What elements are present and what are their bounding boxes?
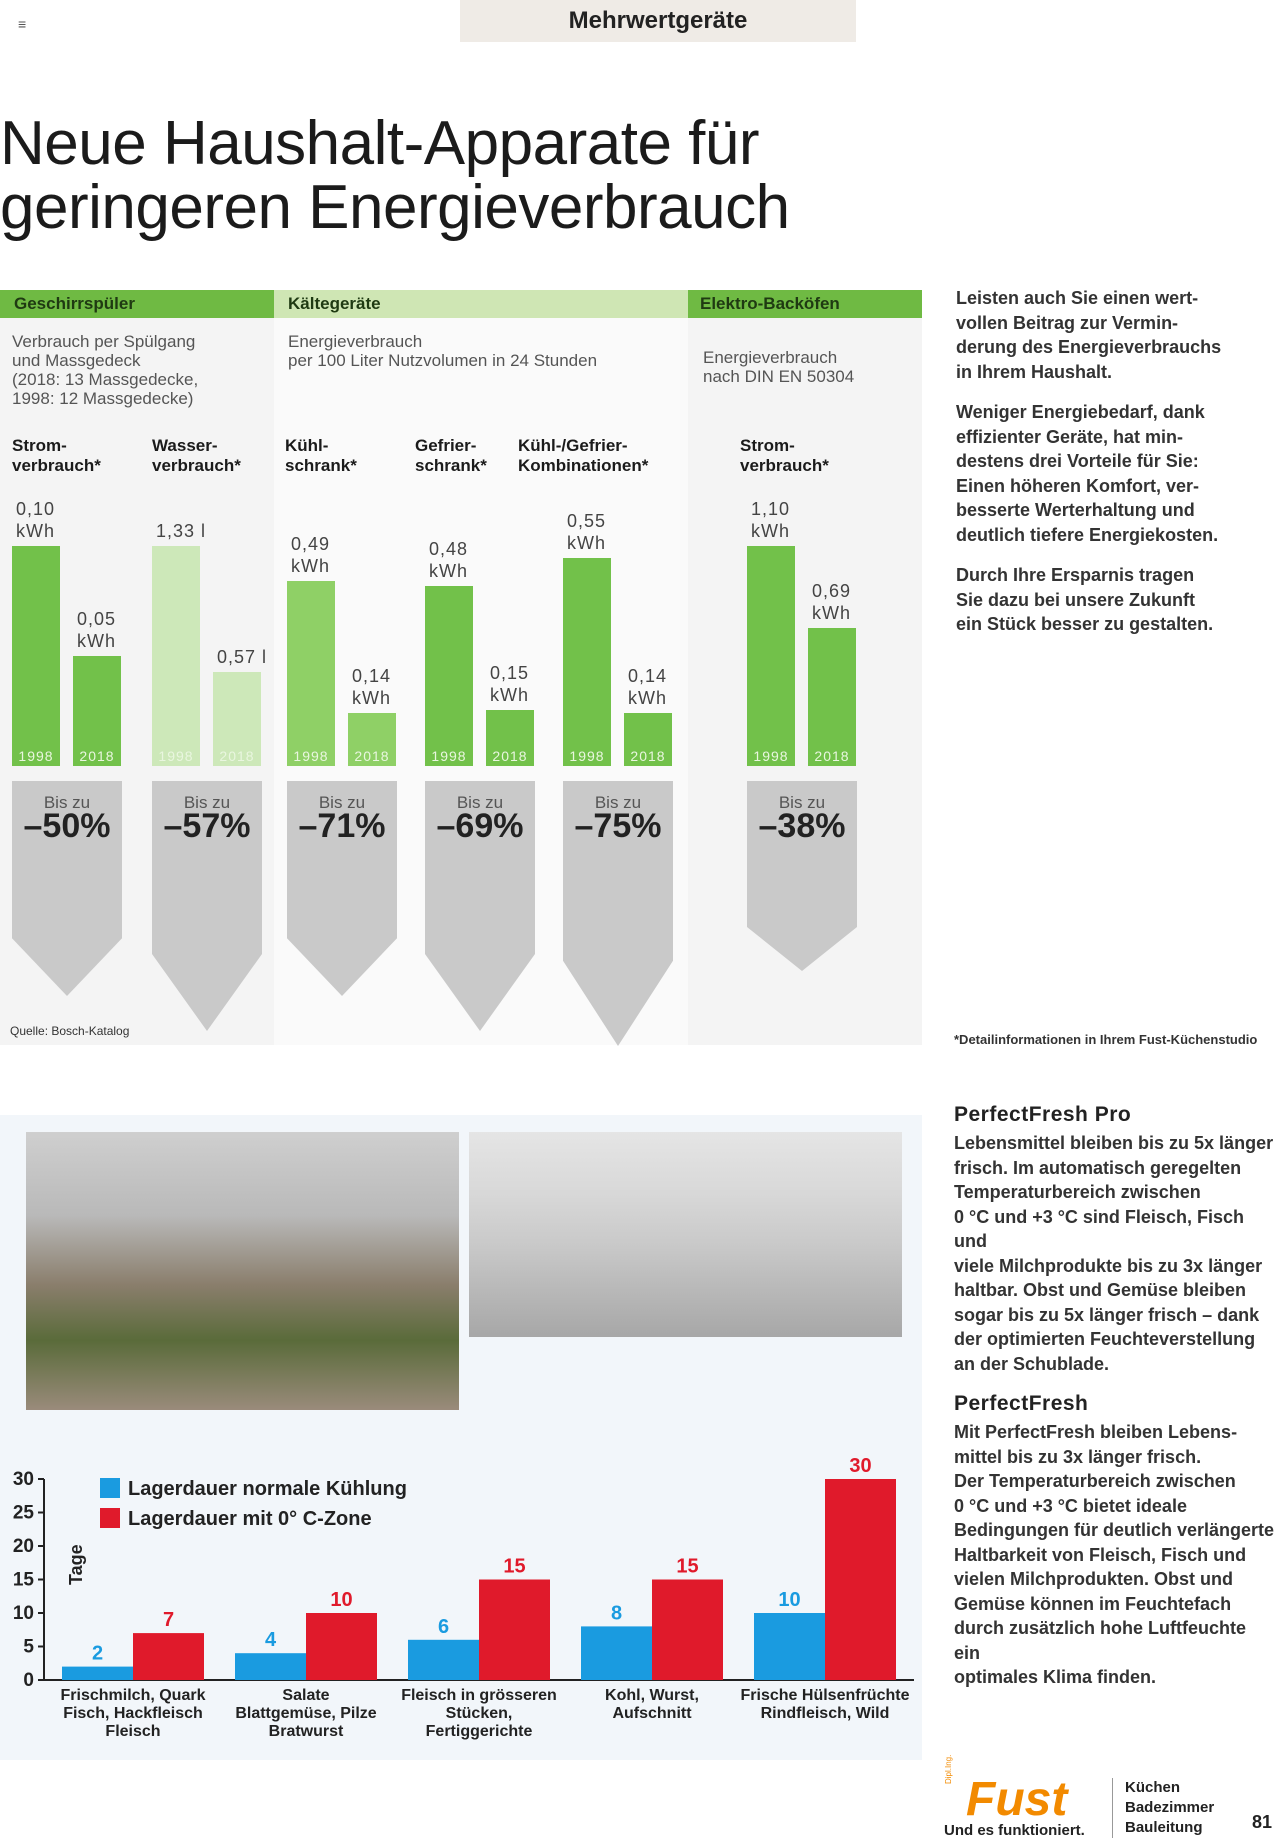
reduction-percent: –71% (298, 807, 386, 845)
cool-desc-1: Energieverbrauch (288, 332, 423, 351)
y-tick-label: 25 (12, 1502, 34, 1524)
logo-slogan: Und es funktioniert. (944, 1822, 1085, 1839)
pf-lines-line: vielen Milchprodukten. Obst und (954, 1569, 1234, 1589)
pro-lines-line: Lebensmittel bleiben bis zu 5x länger (954, 1133, 1274, 1153)
dish-description (12, 332, 262, 408)
bar-value-label: 30 (849, 1455, 872, 1477)
pro-lines-line: 0 °C und +3 °C sind Fleisch, Fisch und (954, 1206, 1244, 1251)
perfectfresh-text (954, 1103, 1276, 1690)
y-axis-label: Tage (66, 1544, 86, 1585)
year-label: 2018 (492, 748, 528, 764)
group-label (518, 436, 648, 476)
bar-1998 (563, 558, 611, 766)
legend-label: Lagerdauer mit 0° C-Zone (128, 1508, 372, 1530)
chart-bar (306, 1613, 377, 1680)
reduction-percent: –38% (758, 807, 846, 845)
value-2018: 0,14 kWh (352, 666, 392, 708)
category-label: Blattgemüse, Pilze (235, 1705, 377, 1722)
chart-bar (133, 1633, 204, 1680)
cool-desc-2: per 100 Liter Nutzvolumen in 24 Stunden (288, 351, 598, 370)
y-tick-label: 15 (12, 1569, 34, 1591)
value-2018: 0,57 l (217, 647, 268, 667)
bis-zu: Bis zu (43, 793, 91, 812)
side-paragraph-1 (956, 286, 1276, 384)
bar-2018 (213, 672, 261, 766)
bar-1998 (12, 546, 60, 766)
year-label: 2018 (354, 748, 390, 764)
pf-lines-line: durch zusätzlich hohe Luftfeuchte ein (954, 1618, 1247, 1663)
value-2018: 0,05 kWh (77, 609, 117, 651)
dish-desc-1: Verbrauch per Spülgang (12, 332, 196, 351)
pro-lines-line: an der Schublade. (954, 1353, 1110, 1374)
footnote: *Detailinformationen in Ihrem Fust-Küchenstudio (954, 1032, 1258, 1047)
header-cool: Kältegeräte (274, 290, 688, 318)
side-p1-line: Leisten auch Sie einen wert- (956, 288, 1199, 308)
oven-description (703, 348, 913, 386)
group-label-line: Wasser- (152, 436, 218, 455)
group-label-line: Kühl- (285, 436, 329, 455)
value-1998: 0,55 kWh (567, 511, 607, 553)
reduction-arrow (747, 781, 857, 971)
group-label-line: verbrauch* (152, 456, 241, 475)
service-kitchen: Küchen (1125, 1779, 1181, 1796)
bar-1998 (747, 546, 795, 766)
category-label: Fertiggerichte (425, 1723, 533, 1740)
chart-bar (652, 1580, 723, 1681)
value-2018: 0,69 kWh (812, 581, 852, 623)
service-bath: Badezimmer (1125, 1799, 1215, 1816)
pf-lines-line: Der Temperaturbereich zwischen (954, 1471, 1236, 1491)
bar-value-label: 7 (162, 1609, 175, 1632)
bar-value-label: 4 (264, 1629, 277, 1652)
chart-bar (235, 1653, 306, 1680)
group-label (740, 436, 829, 476)
year-label: 2018 (79, 748, 115, 764)
side-paragraph-3 (956, 563, 1276, 637)
dish-desc-2: und Massgedeck (12, 351, 141, 370)
dish-desc-3: (2018: 13 Massgedecke, (12, 370, 199, 389)
side-p1-line: in Ihrem Haushalt. (956, 361, 1113, 382)
bar-value-label: 15 (503, 1555, 526, 1578)
year-label: 2018 (814, 748, 850, 764)
bar-2018 (808, 628, 856, 766)
bar-value-label: 10 (778, 1589, 801, 1611)
group-label-line: Strom- (740, 436, 795, 455)
pf-lines-line: 0 °C und +3 °C bietet ideale (954, 1495, 1187, 1516)
year-label: 1998 (158, 748, 194, 764)
cool-description (288, 332, 678, 370)
side-p2-line: Weniger Energiebedarf, dank (956, 402, 1205, 422)
bar-1998 (425, 586, 473, 766)
category-label: Stücken, (445, 1705, 513, 1722)
group-label (285, 436, 357, 476)
group-label-line: Strom- (12, 436, 67, 455)
pro-lines-line: Temperaturbereich zwischen (954, 1182, 1201, 1202)
fust-logo[interactable] (944, 1754, 1114, 1839)
pf-lines-line: optimales Klima finden. (954, 1667, 1157, 1687)
category-label: Frische Hülsenfrüchte (740, 1687, 910, 1704)
legend-swatch (100, 1478, 120, 1498)
reduction-arrow (12, 781, 122, 996)
pro-description (954, 1131, 1276, 1376)
value-2018: 0,15 kWh (490, 663, 530, 705)
side-p1-line: derung des Energieverbrauchs (956, 337, 1222, 357)
fridge-photo-2 (469, 1132, 902, 1337)
legend-swatch (100, 1508, 120, 1528)
pf-title: PerfectFresh (954, 1392, 1089, 1415)
bis-zu: Bis zu (778, 793, 826, 812)
value-1998: 0,49 kWh (291, 534, 331, 576)
bar-2018 (624, 713, 672, 766)
storage-chart (0, 1410, 922, 1750)
chart-bar (581, 1626, 652, 1680)
category-label: Bratwurst (268, 1723, 344, 1740)
bar-2018 (486, 710, 534, 766)
y-tick-label: 0 (23, 1670, 34, 1691)
pf-lines-line: Haltbarkeit von Fleisch, Fisch und (954, 1544, 1247, 1565)
side-p3-line: ein Stück besser zu gestalten. (956, 614, 1214, 634)
pf-lines-line: Gemüse können im Feuchtefach (954, 1593, 1232, 1614)
dish-desc-4: 1998: 12 Massgedecke) (12, 389, 194, 408)
year-label: 1998 (18, 748, 54, 764)
service-build: Bauleitung (1125, 1819, 1203, 1836)
bar-value-label: 10 (330, 1589, 353, 1611)
reduction-arrow (287, 781, 397, 996)
side-p2-line: destens drei Vorteile für Sie: (956, 451, 1199, 471)
title-line-1: Neue Haushalt-Apparate für (0, 109, 760, 178)
group-label-line: verbrauch* (740, 456, 829, 475)
footer-services (1112, 1778, 1214, 1838)
side-p2-line: Einen höheren Komfort, ver- (956, 475, 1200, 496)
chart-bar (479, 1580, 550, 1681)
bar-1998 (152, 546, 200, 766)
bar-value-label: 8 (610, 1602, 623, 1625)
group-label-line: Gefrier- (415, 436, 477, 455)
year-label: 1998 (293, 748, 329, 764)
bis-zu: Bis zu (183, 793, 231, 812)
y-tick-label: 10 (12, 1603, 34, 1624)
year-label: 1998 (753, 748, 789, 764)
pf-lines-line: mittel bis zu 3x länger frisch. (954, 1446, 1202, 1467)
y-tick-label: 5 (23, 1636, 34, 1658)
side-p2-line: besserte Werterhaltung und (956, 500, 1195, 520)
pf-description (954, 1420, 1276, 1690)
pf-lines-line: Bedingungen für deutlich verlängerte (954, 1520, 1275, 1540)
pro-lines-line: frisch. Im automatisch geregelten (954, 1157, 1242, 1178)
category-label: Frischmilch, Quark (60, 1687, 206, 1704)
title-line-2: geringeren Energieverbrauch (0, 173, 790, 242)
pro-lines-line: viele Milchprodukte bis zu 3x länger (954, 1255, 1263, 1276)
bar-value-label: 15 (676, 1555, 699, 1578)
chart-bar (408, 1640, 479, 1680)
reduction-percent: –50% (23, 807, 111, 845)
group-label-line: Kombinationen* (518, 456, 649, 475)
bar-1998 (287, 581, 335, 766)
pro-lines-line: sogar bis zu 5x länger frisch – dank (954, 1304, 1260, 1325)
pf-lines-line: Mit PerfectFresh bleiben Lebens- (954, 1422, 1238, 1442)
year-label: 1998 (569, 748, 605, 764)
y-tick-label: 20 (12, 1536, 34, 1557)
bar-2018 (73, 656, 121, 766)
bar-2018 (348, 713, 396, 766)
oven-desc-1: Energieverbrauch (703, 348, 838, 367)
value-1998: 0,48 kWh (429, 539, 469, 581)
reduction-arrow (563, 781, 673, 1046)
side-p2-line: deutlich tiefere Energiekosten. (956, 524, 1219, 545)
section-tag: Mehrwertgeräte (460, 0, 856, 42)
fridge-photo-1 (26, 1132, 459, 1410)
header-dish: Geschirrspüler (0, 290, 274, 318)
pro-lines-line: der optimierten Feuchteverstellung (954, 1329, 1256, 1349)
chart-bar (62, 1667, 133, 1680)
category-label: Fisch, Hackfleisch (63, 1705, 203, 1722)
logo-vertical: Dipl.Ing. (944, 1754, 953, 1784)
page-number: 81 (1252, 1812, 1273, 1832)
chart-bar (754, 1613, 825, 1680)
side-p2-line: effizienter Geräte, hat min- (956, 426, 1184, 447)
value-1998: 1,33 l (156, 521, 207, 541)
group-label (12, 436, 101, 476)
pro-title: PerfectFresh Pro (954, 1103, 1132, 1126)
group-label-line: schrank* (285, 456, 357, 475)
logo-wordmark: Fust (966, 1773, 1068, 1826)
bar-value-label: 6 (437, 1615, 450, 1638)
reduction-percent: –69% (436, 807, 524, 845)
group-label (152, 436, 241, 476)
header-oven: Elektro-Backöfen (688, 290, 922, 318)
side-p1-line: vollen Beitrag zur Vermin- (956, 312, 1179, 333)
category-label: Kohl, Wurst, (605, 1687, 699, 1704)
chart-bar (825, 1479, 896, 1680)
reduction-arrow (152, 781, 262, 1031)
group-label-line: schrank* (415, 456, 487, 475)
side-p3-line: Durch Ihre Ersparnis tragen (956, 565, 1195, 585)
group-label (415, 436, 487, 476)
category-label: Fleisch in grösseren (401, 1687, 557, 1704)
side-p3-line: Sie dazu bei unsere Zukunft (956, 589, 1196, 610)
bar-value-label: 2 (91, 1642, 104, 1665)
source-note: Quelle: Bosch-Katalog (10, 1024, 130, 1038)
bis-zu: Bis zu (318, 793, 366, 812)
year-label: 2018 (219, 748, 255, 764)
legend-label: Lagerdauer normale Kühlung (128, 1478, 407, 1500)
pro-lines-line: haltbar. Obst und Gemüse bleiben (954, 1280, 1247, 1300)
side-text (956, 286, 1276, 637)
value-1998: 1,10 kWh (751, 499, 791, 541)
value-2018: 0,14 kWh (628, 666, 668, 708)
category-label: Aufschnitt (612, 1705, 692, 1722)
bis-zu: Bis zu (594, 793, 642, 812)
oven-desc-2: nach DIN EN 50304 (703, 367, 855, 386)
year-label: 2018 (630, 748, 666, 764)
reduction-percent: –75% (574, 807, 662, 845)
page-title (0, 109, 790, 242)
group-label-line: verbrauch* (12, 456, 101, 475)
y-tick-label: 30 (12, 1469, 34, 1490)
menu-icon[interactable]: ≡ (18, 16, 27, 32)
bis-zu: Bis zu (456, 793, 504, 812)
group-label-line: Kühl-/Gefrier- (518, 436, 628, 455)
category-label: Rindfleisch, Wild (760, 1705, 890, 1722)
category-label: Fleisch (105, 1723, 161, 1740)
value-1998: 0,10 kWh (16, 499, 56, 541)
side-paragraph-2 (956, 400, 1276, 547)
category-label: Salate (282, 1687, 330, 1704)
reduction-percent: –57% (163, 807, 251, 845)
year-label: 1998 (431, 748, 467, 764)
reduction-arrow (425, 781, 535, 1031)
